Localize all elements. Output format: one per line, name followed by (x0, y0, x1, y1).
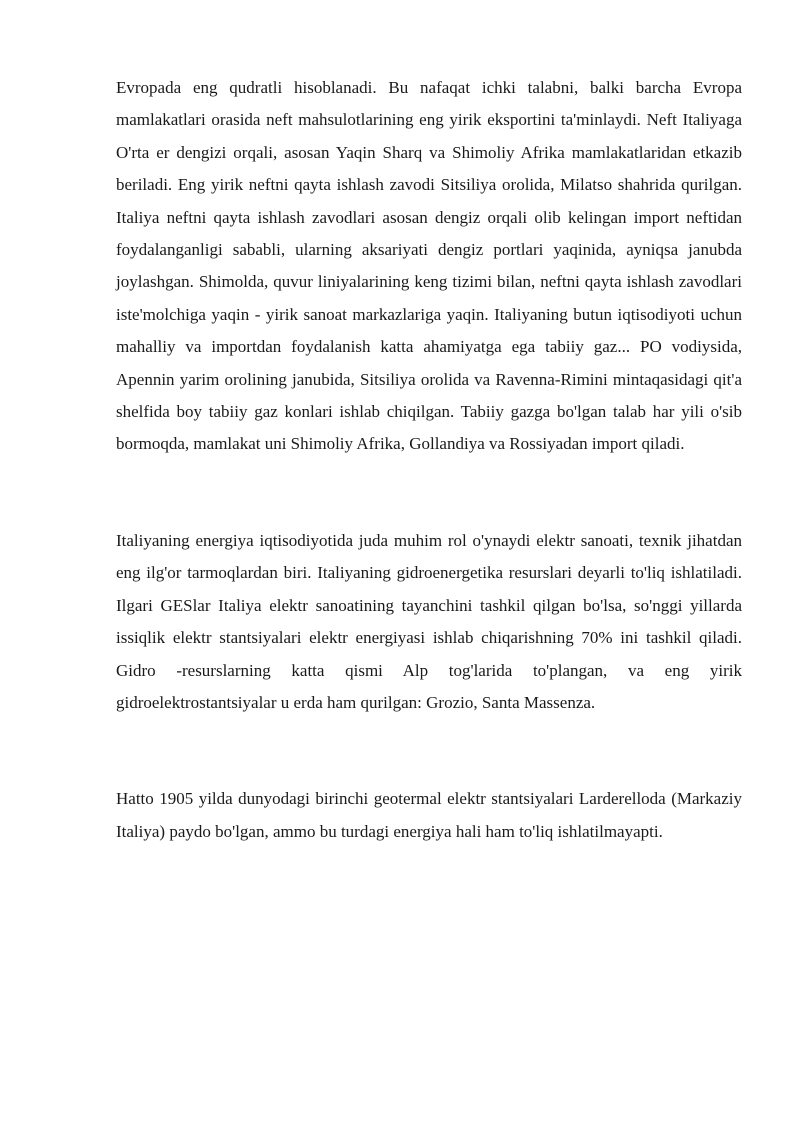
paragraph-oil-and-gas: Evropada eng qudratli hisoblanadi. Bu nafaqat ichki talabni, balki barcha Evropa mamlakatlari orasida neft mahsulotlarining eng yirik eksportini ta'minlaydi. Neft Italiyaga O'rta er dengizi orqali, asosan Yaqin Sharq va Shimoliy Afrika mamlakatlaridan etkazib beriladi. Eng yirik neftni qayta ishlash zavodi Sitsiliya orolida, Milatso shahrida qurilgan. Italiya neftni qayta ishlash zavodlari asosan dengiz orqali olib kelingan import neftidan foydalanganligi sababli, ularning aksariyati dengiz portlari yaqinida, ayniqsa janubda joylashgan. Shimolda, quvur liniyalarining keng tizimi bilan, neftni qayta ishlash zavodlari iste'molchiga yaqin - yirik sanoat markazlariga yaqin. Italiyaning butun iqtisodiyoti uchun mahalliy va importdan foydalanish katta ahamiyatga ega tabiiy gaz... PO vodiysida, Apennin yarim orolining janubida, Sitsiliya orolida va Ravenna-Rimini mintaqasidagi qit'a shelfida boy tabiiy gaz konlari ishlab chiqilgan. Tabiiy gazga bo'lgan talab har yili o'sib bormoqda, mamlakat uni Shimoliy Afrika, Gollandiya va Rossiyadan import qiladi. (116, 78, 742, 454)
paragraph-electric-industry: Italiyaning energiya iqtisodiyotida juda muhim rol o'ynaydi elektr sanoati, texnik jihatdan eng ilg'or tarmoqlardan biri. Italiyaning gidroenergetika resurslari deyarli to'liq ishlatiladi. Ilgari GESlar Italiya elektr sanoatining tayanchini tashkil qilgan bo'lsa, so'nggi yillarda issiqlik elektr stantsiyalari elektr energiyasi ishlab chiqarishning 70% ini tashkil qiladi. Gidro -resurslarning katta qismi Alp tog'larida to'plangan, va eng yirik gidroelektrostantsiyalar u erda ham qurilgan: Grozio, Santa Massenza. (116, 530, 742, 712)
paragraph-geothermal: Hatto 1905 yilda dunyodagi birinchi geotermal elektr stantsiyalari Larderelloda (Markaziy Italiya) paydo bo'lgan, ammo bu turdagi energiya hali ham to'liq ishlatilmayapti. (116, 789, 742, 841)
